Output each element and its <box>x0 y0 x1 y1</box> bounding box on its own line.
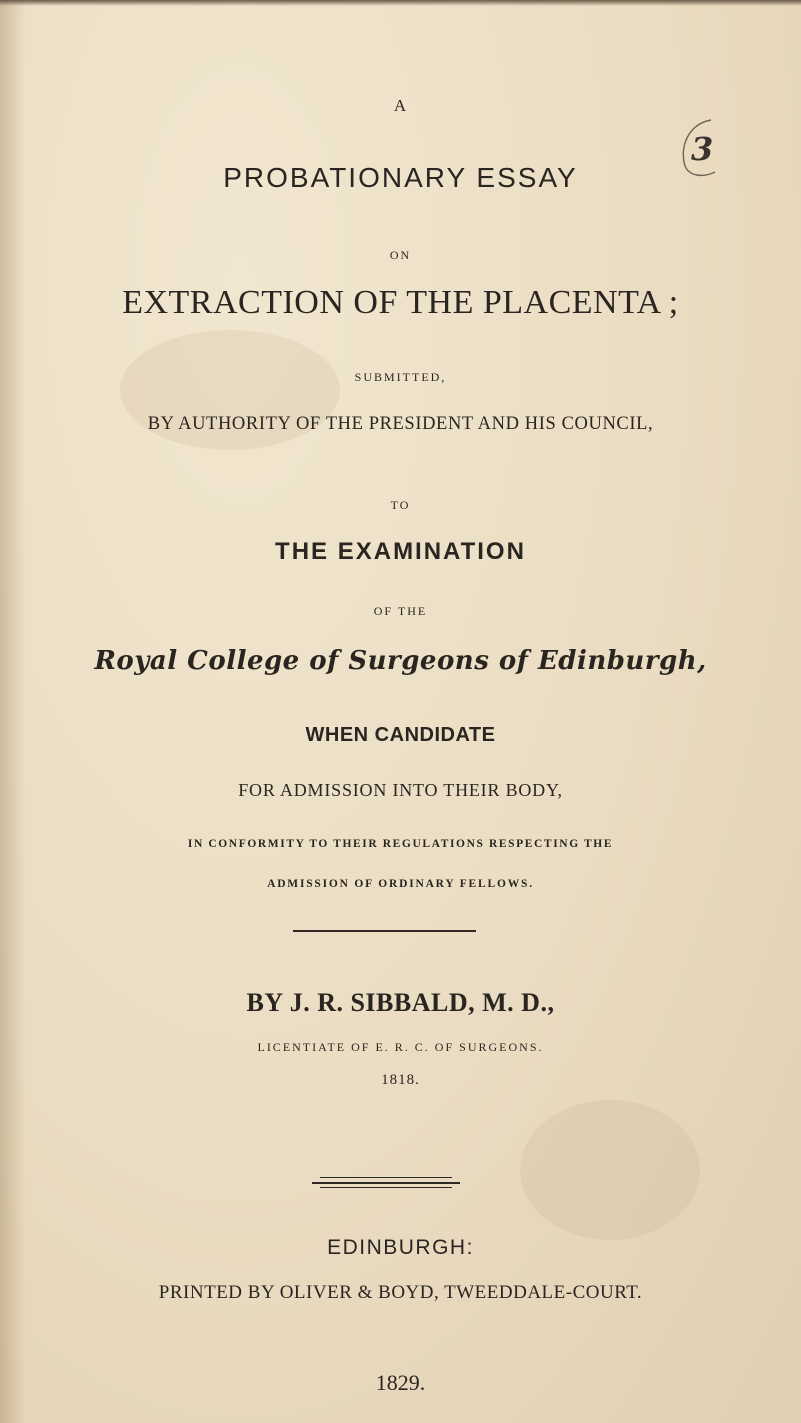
candidate-line: WHEN CANDIDATE <box>305 724 496 746</box>
admission-line: FOR ADMISSION INTO THEIR BODY, <box>238 780 563 800</box>
handwritten-number-text: 3 <box>691 130 714 168</box>
on-label: ON <box>389 248 412 262</box>
article-a: A <box>393 96 408 115</box>
author-line: BY J. R. SIBBALD, M. D., <box>246 988 555 1017</box>
page-edge-shadow <box>0 0 26 1423</box>
college-name: Royal College of Surgeons of Edinburgh, <box>94 646 707 676</box>
imprint-year: 1829. <box>375 1370 426 1395</box>
ornament-rule-middle <box>312 1182 460 1184</box>
to-label: TO <box>390 498 411 512</box>
imprint-printer: PRINTED BY OLIVER & BOYD, TWEEDDALE-COURT. <box>158 1282 643 1303</box>
imprint-city: EDINBURGH: <box>327 1236 474 1259</box>
ornament-rule-top <box>320 1177 452 1178</box>
authority-line: BY AUTHORITY OF THE PRESIDENT AND HIS COUNCIL, <box>147 414 654 434</box>
conformity-line-1: IN CONFORMITY TO THEIR REGULATIONS RESPECTING THE <box>187 838 614 850</box>
essay-year: 1818. <box>381 1072 420 1088</box>
divider-rule <box>293 930 476 932</box>
paper-stain <box>520 1100 700 1240</box>
ornament-rule-bottom <box>320 1187 452 1188</box>
examination-title: THE EXAMINATION <box>275 538 526 565</box>
top-edge <box>0 0 801 6</box>
submitted-label: SUBMITTED, <box>354 370 447 384</box>
conformity-line-2: ADMISSION OF ORDINARY FELLOWS. <box>267 878 534 890</box>
essay-title: PROBATIONARY ESSAY <box>223 162 578 193</box>
of-the-label: OF THE <box>373 604 428 618</box>
subject-title: EXTRACTION OF THE PLACENTA ; <box>122 284 679 321</box>
credentials-line: LICENTIATE OF E. R. C. OF SURGEONS. <box>257 1040 544 1054</box>
